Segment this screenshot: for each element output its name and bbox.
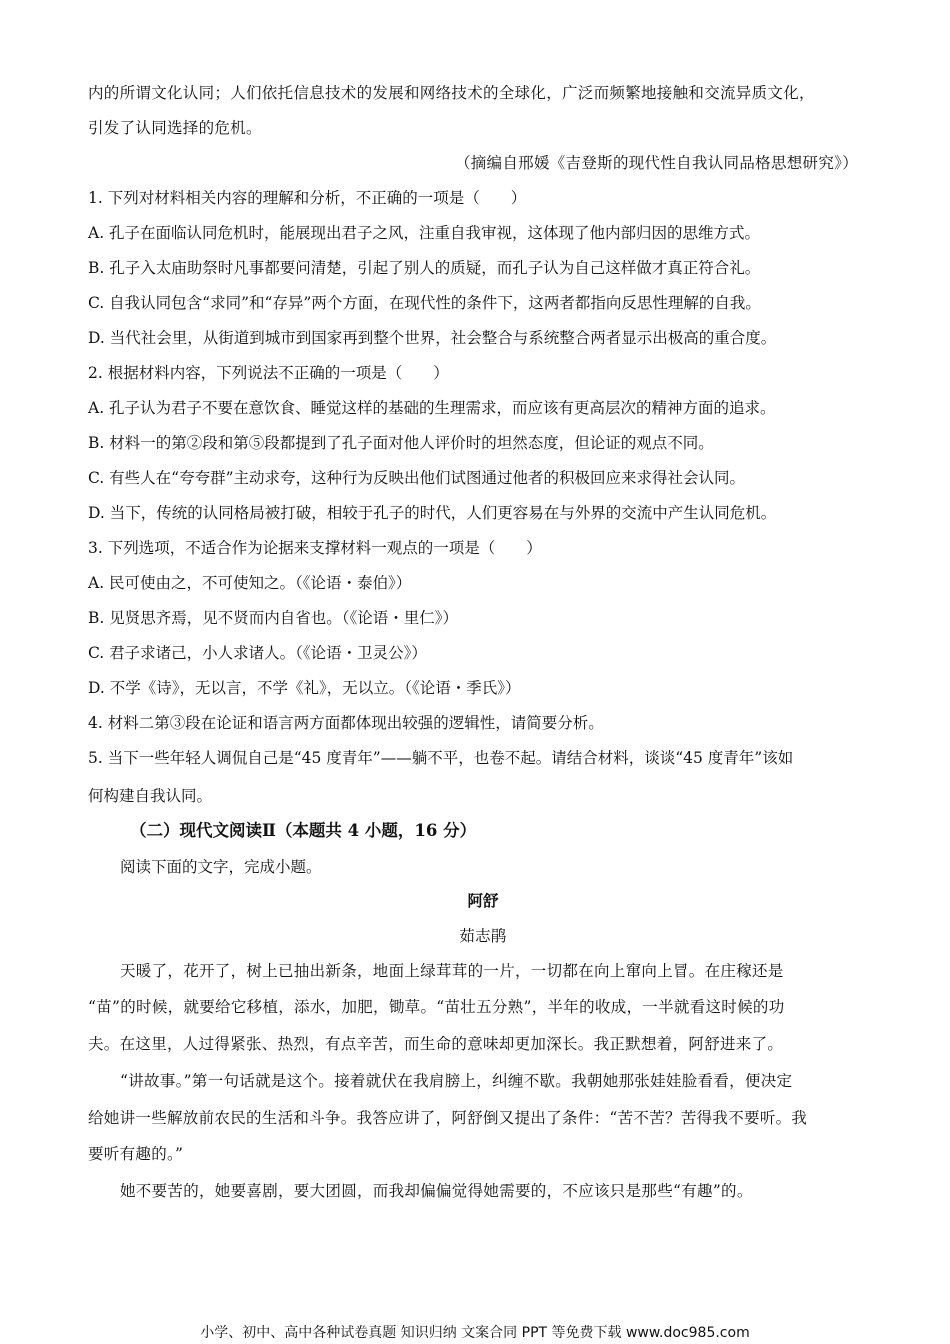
question-1-option-c: C. 自我认同包含“求同”和“存异”两个方面，在现代性的条件下，这两者都指向反思性理解的自我。 xyxy=(88,294,761,312)
question-1-option-b: B. 孔子入太庙助祭时凡事都要问清楚，引起了别人的质疑，而孔子认为自己这样做才真正符合礼。 xyxy=(88,259,761,277)
article-paragraph-2-line-2: 给她讲一些解放前农民的生活和斗争。我答应讲了，阿舒倒又提出了条件：“苦不苦？苦得我不要听。我 xyxy=(88,1109,808,1127)
question-2-option-b: B. 材料一的第②段和第⑤段都提到了孔子面对他人评价时的坦然态度，但论证的观点不同。 xyxy=(88,434,714,452)
question-4-stem: 4. 材料二第③段在论证和语言两方面都体现出较强的逻辑性，请简要分析。 xyxy=(88,714,604,732)
question-2-option-c: C. 有些人在“夸夸群”主动求夸，这种行为反映出他们试图通过他者的积极回应来求得社会认同。 xyxy=(88,469,746,487)
article-paragraph-2-line-1: “讲故事。”第一句话就是这个。接着就伏在我肩膀上，纠缠不歇。我朝她那张娃娃脸看看，便决定 xyxy=(120,1072,793,1090)
question-5-stem-line-1: 5. 当下一些年轻人调侃自己是“45 度青年”——躺不平，也卷不起。请结合材料，谈谈“45 度青年”该如 xyxy=(88,749,794,767)
question-3-option-c: C. 君子求诸己，小人求诸人。（《论语・卫灵公》） xyxy=(88,644,427,662)
passage-tail-line-1: 内的所谓文化认同；人们依托信息技术的发展和网络技术的全球化，广泛而频繁地接触和交流异质文化， xyxy=(88,84,815,102)
instruction: 阅读下面的文字，完成小题。 xyxy=(120,858,322,876)
question-3-option-a: A. 民可使由之，不可使知之。（《论语・泰伯》） xyxy=(88,574,412,592)
article-paragraph-1-line-1: 天暖了，花开了，树上已抽出新条，地面上绿茸茸的一片，一切都在向上窜向上冒。在庄稼还是 xyxy=(120,962,784,980)
article-paragraph-3-line-1: 她不要苦的，她要喜剧，要大团圆，而我却偏偏觉得她需要的，不应该只是那些“有趣”的。 xyxy=(120,1182,753,1200)
question-2-option-d: D. 当下，传统的认同格局被打破，相较于孔子的时代，人们更容易在与外界的交流中产生认同危机。 xyxy=(88,504,777,522)
article-title: 阿舒 xyxy=(467,891,499,910)
question-1-option-a: A. 孔子在面临认同危机时，能展现出君子之风，注重自我审视，这体现了他内部归因的思维方式。 xyxy=(88,224,761,242)
passage-tail-line-2: 引发了认同选择的危机。 xyxy=(88,119,262,137)
footer-banner[interactable]: 小学、初中、高中各种试卷真题 知识归纳 文案合同 PPT 等免费下载 www.doc985.com xyxy=(200,1325,750,1341)
question-3-option-b: B. 见贤思齐焉，见不贤而内自省也。（《论语・里仁》） xyxy=(88,609,458,627)
question-3-stem: 3. 下列选项，不适合作为论据来支撑材料一观点的一项是（ ） xyxy=(88,539,542,557)
article-paragraph-1-line-3: 夫。在这里，人过得紧张、热烈，有点辛苦，而生命的意味却更加深长。我正默想着，阿舒进来了。 xyxy=(88,1035,784,1053)
question-2-stem: 2. 根据材料内容，下列说法不正确的一项是（ ） xyxy=(88,364,449,382)
question-5-stem-line-2: 何构建自我认同。 xyxy=(88,787,213,805)
article-paragraph-1-line-2: “苗”的时候，就要给它移植，添水，加肥，锄草。“苗壮五分熟”，半年的收成，一半就看这时候的功 xyxy=(88,998,785,1016)
question-1-stem: 1. 下列对材料相关内容的理解和分析，不正确的一项是（ ） xyxy=(88,189,527,207)
source-note: （摘编自邢媛《吉登斯的现代性自我认同品格思想研究》） xyxy=(454,154,858,172)
question-1-option-d: D. 当代社会里，从街道到城市到国家再到整个世界，社会整合与系统整合两者显示出极高的重合度。 xyxy=(88,329,777,347)
question-2-option-a: A. 孔子认为君子不要在意饮食、睡觉这样的基础的生理需求，而应该有更高层次的精神方面的追求。 xyxy=(88,399,776,417)
question-3-option-d: D. 不学《诗》，无以言，不学《礼》，无以立。（《论语・季氏》） xyxy=(88,679,521,697)
section-title: （二）现代文阅读Ⅱ（本题共 4 小题，16 分） xyxy=(130,821,477,840)
article-author: 茹志鹃 xyxy=(459,927,507,945)
article-paragraph-2-line-3: 要听有趣的。” xyxy=(88,1145,184,1163)
